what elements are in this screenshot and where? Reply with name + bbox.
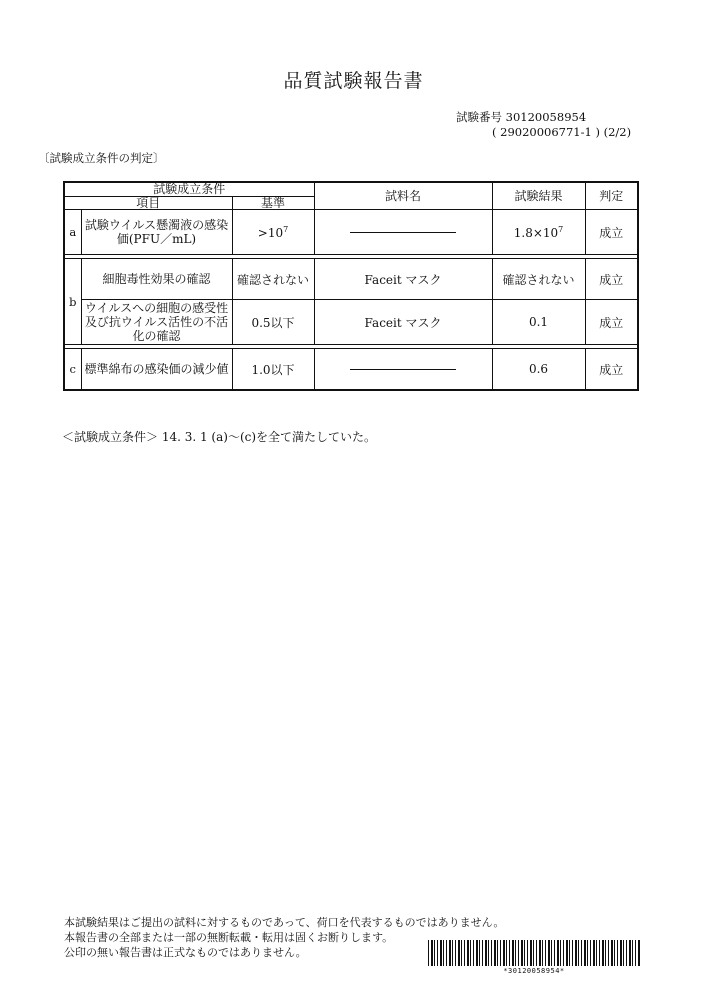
test-number: 試験番号 30120058954 bbox=[456, 110, 587, 124]
header-item: 項目 bbox=[64, 197, 232, 210]
row-item: 試験ウイルス懸濁液の感染価(PFU／mL) bbox=[81, 210, 232, 255]
row-criteria: 確認されない bbox=[232, 259, 314, 300]
row-result: 確認されない bbox=[492, 259, 585, 300]
header-result: 試験結果 bbox=[492, 182, 585, 210]
footer-line: 本試験結果はご提出の試料に対するものであって、荷口を代表するものではありません。 bbox=[64, 916, 505, 929]
row-criteria: 0.5以下 bbox=[232, 300, 314, 345]
header-group: 試験成立条件 bbox=[64, 182, 314, 197]
row-item: ウイルスへの細胞の感受性及び抗ウイルス活性の不活化の確認 bbox=[81, 300, 232, 345]
row-criteria: $>10^7$ bbox=[232, 210, 314, 255]
test-number-sub: ( 29020006771-1 ) (2/2) bbox=[492, 125, 632, 139]
header-sample: 試料名 bbox=[314, 182, 492, 210]
header-row bbox=[64, 182, 638, 197]
row-letter: b bbox=[64, 259, 81, 345]
row-letter: a bbox=[64, 210, 81, 255]
blank-line bbox=[350, 369, 456, 370]
row-criteria: 1.0以下 bbox=[232, 349, 314, 391]
row-judgment: 成立 bbox=[585, 300, 638, 345]
table-row bbox=[64, 300, 638, 345]
row-result: 0.6 bbox=[492, 349, 585, 391]
section-title: 〔試験成立条件の判定〕 bbox=[38, 151, 165, 165]
results-table bbox=[63, 181, 639, 391]
conclusion-text: ＜試験成立条件＞ 14. 3. 1 (a)〜(c)を全て満たしていた。 bbox=[62, 430, 377, 444]
footer-line: 本報告書の全部または一部の無断転載・転用は固くお断りします。 bbox=[64, 931, 394, 944]
row-result: 0.1 bbox=[492, 300, 585, 345]
test-number-block bbox=[456, 110, 631, 140]
table-row bbox=[64, 349, 638, 391]
barcode-text: *30120058954* bbox=[503, 967, 565, 975]
header-judgment: 判定 bbox=[585, 182, 638, 210]
table-row bbox=[64, 210, 638, 255]
header-criteria: 基準 bbox=[232, 197, 314, 210]
table-row bbox=[64, 259, 638, 300]
footer-line: 公印の無い報告書は正式なものではありません。 bbox=[64, 946, 307, 959]
barcode-image bbox=[428, 940, 640, 966]
row-sample bbox=[314, 210, 492, 255]
row-result: $1.8\times 10^7$ bbox=[492, 210, 585, 255]
document-title: 品質試験報告書 bbox=[283, 70, 424, 92]
row-sample bbox=[314, 349, 492, 391]
row-item: 細胞毒性効果の確認 bbox=[81, 259, 232, 300]
row-letter: c bbox=[64, 349, 81, 391]
row-judgment: 成立 bbox=[585, 259, 638, 300]
row-judgment: 成立 bbox=[585, 349, 638, 391]
blank-line bbox=[350, 232, 456, 233]
row-sample: Faceit マスク bbox=[314, 300, 492, 345]
row-item: 標準綿布の感染価の減少値 bbox=[81, 349, 232, 391]
row-sample: Faceit マスク bbox=[314, 259, 492, 300]
row-judgment: 成立 bbox=[585, 210, 638, 255]
